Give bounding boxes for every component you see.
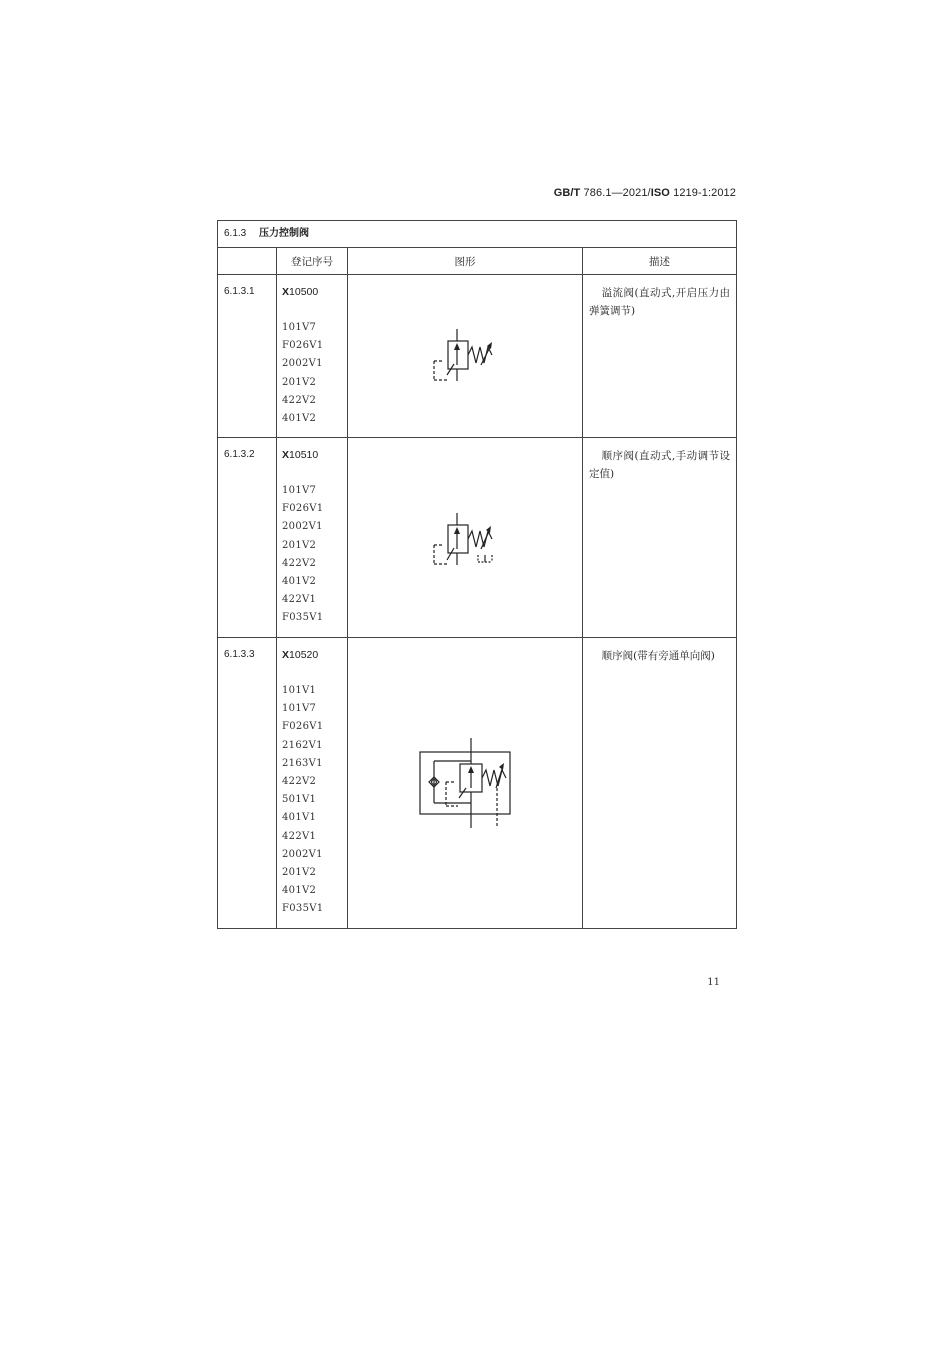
registration-code: 2163V1 (282, 757, 323, 769)
registration-code: 101V7 (282, 322, 317, 333)
column-header-registration: 登记序号 (277, 248, 348, 275)
column-header-id (218, 248, 277, 275)
section-title-cell (218, 221, 737, 248)
registration-code: F035V1 (282, 612, 324, 624)
registration-code: F026V1 (282, 503, 324, 515)
registration-code: 101V7 (282, 703, 317, 715)
iso-prefix: ISO (650, 187, 670, 199)
registration-code: F026V1 (282, 721, 324, 733)
registration-code: 422V1 (282, 830, 317, 842)
registration-code: 201V2 (282, 539, 317, 551)
row-id: 6.1.3.2 (218, 438, 277, 638)
description-cell (583, 275, 737, 438)
table-row (218, 638, 737, 929)
registration-list (282, 685, 347, 921)
registration-code: 501V1 (282, 794, 317, 806)
section-title: 压力控制阀 (259, 228, 310, 239)
registration-code: 201V2 (282, 376, 317, 388)
description-cell (583, 438, 737, 638)
registration-list (282, 485, 347, 631)
registration-code: 401V2 (282, 885, 317, 897)
registration-cell (277, 638, 348, 929)
registration-code: 101V7 (282, 485, 317, 496)
section-title-row (218, 221, 737, 248)
table-row (218, 438, 737, 638)
registration-code: F026V1 (282, 340, 324, 352)
section-number: 6.1.3 (224, 228, 247, 239)
row-id: 6.1.3.3 (218, 638, 277, 929)
primary-registration: X10500 (282, 286, 319, 298)
description-text: 顺序阀(直动式,手动调节设定值) (589, 450, 731, 480)
sequence-valve-bypass-check-symbol-icon (348, 638, 582, 928)
relief-valve-symbol-icon (348, 275, 582, 437)
registration-cell (277, 275, 348, 438)
table-row (218, 275, 737, 438)
column-header-symbol: 图形 (348, 248, 583, 275)
registration-code: 422V1 (282, 594, 317, 606)
iso-number: 1219-1:2012 (673, 187, 736, 199)
standard-prefix: GB/T (553, 187, 581, 199)
primary-registration: X10520 (282, 649, 319, 661)
registration-code: 2162V1 (282, 739, 323, 751)
registration-cell (277, 438, 348, 638)
registration-code: 422V2 (282, 775, 317, 787)
registration-code: 422V2 (282, 557, 317, 569)
description-cell (583, 638, 737, 929)
row-id: 6.1.3.1 (218, 275, 277, 438)
symbol-cell (348, 438, 583, 638)
registration-code: 101V1 (282, 685, 317, 696)
pressure-valve-table (217, 220, 737, 929)
sequence-valve-symbol-icon (348, 438, 582, 637)
registration-code: 401V2 (282, 575, 317, 587)
symbol-cell (348, 638, 583, 929)
page-number: 11 (707, 977, 720, 988)
registration-code: 401V2 (282, 412, 317, 424)
document-header (480, 187, 736, 199)
registration-code: 401V1 (282, 812, 317, 824)
registration-code: 201V2 (282, 866, 317, 878)
registration-code: 2002V1 (282, 358, 323, 370)
registration-code: F035V1 (282, 903, 324, 915)
registration-code: 422V2 (282, 394, 317, 406)
description-text: 溢流阀(直动式,开启压力由弹簧调节) (589, 287, 731, 317)
registration-code: 2002V1 (282, 848, 323, 860)
primary-registration: X10510 (282, 449, 319, 461)
registration-list (282, 322, 347, 431)
standard-number: 786.1—2021/ (583, 187, 651, 199)
registration-code: 2002V1 (282, 521, 323, 533)
description-text: 顺序阀(带有旁通单向阀) (601, 650, 715, 662)
column-header-description: 描述 (583, 248, 737, 275)
column-header-row (218, 248, 737, 275)
symbol-cell (348, 275, 583, 438)
